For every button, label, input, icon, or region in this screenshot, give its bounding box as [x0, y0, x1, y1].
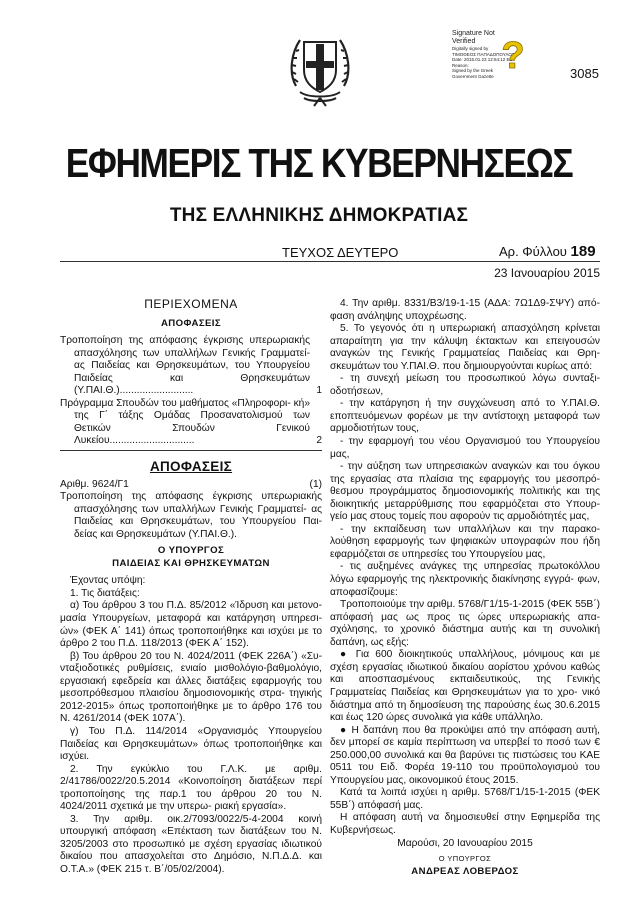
contents-item[interactable] [60, 398, 322, 448]
minister-title: Ο ΥΠΟΥΡΓΟΣ [157, 545, 225, 557]
right-column [330, 298, 600, 878]
contents-item-text: Τροποποίηση της απόφασης έγκρισης υπερωριακής απασχόλησης των υπαλλήλων Γενικής Γραμματεί- ας Παιδείας και Θρησκευμάτων, του Υπουργείου Παιδείας και Θρησκευμάτων (Υ.ΠΑΙ.Θ.).......................... [60, 335, 310, 397]
sheet-number: 189 [570, 243, 596, 260]
paragraph: γ) Του Π.Δ. 114/2014 «Οργανισμός Υπουργείου Παιδείας και Θρησκευμάτων» όπως τροποποιήθηκε και ισχύει. [60, 725, 322, 763]
signature-line: ΤΙΜΟΘΕΟΣ ΠΑΠΑΔΟΠΟΥΛΟΣ [452, 51, 515, 57]
signatory-name: ΑΝΔΡΕΑΣ ΛΟΒΕΡΔΟΣ [411, 865, 519, 877]
sheet-label: Αρ. Φύλλου [499, 244, 567, 259]
issue-date: 23 Ιανουαρίου 2015 [494, 266, 600, 280]
decisions-heading: ΑΠΟΦΑΣΕΙΣ [149, 459, 233, 475]
gazette-masthead: ΕΦΗΜΕΡΙΣ ΤΗΣ ΚΥΒΕΡΝΗΣΕΩΣ [65, 140, 573, 186]
sheet-number-line [499, 243, 596, 260]
signature-verified: Verified [452, 38, 476, 45]
greek-coat-of-arms-emblem [290, 28, 350, 110]
decision-reference [60, 479, 322, 492]
paragraph: α) Του άρθρου 3 του Π.Δ. 85/2012 «Ίδρυση και μετονο- μασία Υπουργείων, μεταφορά και κατάργηση υπηρεσι- ών» (ΦΕΚ Α΄ 141) όπως τροποποιήθηκε και ισχύει με το άρθρο 2 του Π.Δ. 118/2013 (ΦΕΚ Α΄ 152). [60, 600, 322, 650]
paragraph: 2. Την εγκύκλιο του Γ.Λ.Κ. με αριθμ. 2/41786/0022/20.5.2014 «Κοινοποίηση διατάξεων περί τροποποίησης της παρ.1 του άρθρου 20 του Ν. 4024/2011 σχετικά με την υπερω- ριακή εργασία». [60, 763, 322, 813]
svg-text:?: ? [501, 36, 525, 72]
paragraph: - την εφαρμογή του νέου Οργανισμού του Υπουργείου μας, [330, 436, 600, 460]
paragraph: Κατά τα λοιπά ισχύει η αριθμ. 5768/Γ1/15-1-2015 (ΦΕΚ 55Β΄) απόφασή μας. [330, 787, 600, 811]
bullet-paragraph: ● Για 600 διοικητικούς υπαλλήλους, μόνιμους και με σχέση εργασίας ιδιωτικού δικαίου αορίστου χρόνου καθώς και αποσπασμένους εκπαιδευτικούς, της Γενικής Γραμματείας Παιδείας και Θρησκευμάτων για το χρο- νικό διάστημα από τη δημοσίευση της παρούσης έως 30.6.2015 και έως 120 ώρες συνολικά για κάθε υπάλληλο. [330, 649, 600, 724]
signature-line: Signed by the Greek [452, 68, 494, 74]
contents-divider [60, 450, 322, 451]
gazette-subtitle: ΤΗΣ ΕΛΛΗΝΙΚΗΣ ΔΗΜΟΚΡΑΤΙΑΣ [169, 205, 469, 226]
paragraph: Έχοντας υπόψη: [70, 575, 146, 587]
contents-item-page: 2 [316, 435, 322, 447]
contents-item[interactable] [60, 335, 322, 398]
paragraph: 1. Τις διατάξεις: [70, 587, 140, 599]
decision-title: Τροποποίηση της απόφασης έγκρισης υπερωριακής απασχόλησης των υπαλλήλων Γενικής Γραμματεί- ας Παιδείας και Θρησκευμάτων, του Υπουργείου Παι- δείας και Θρησκευμάτων (Υ.ΠΑΙ.Θ.). [60, 491, 322, 540]
question-mark-icon [498, 36, 528, 72]
ministry-name: ΠΑΙΔΕΙΑΣ ΚΑΙ ΘΡΗΣΚΕΥΜΑΤΩΝ [112, 557, 270, 569]
page-number: 3085 [570, 66, 599, 81]
digital-signature-stamp[interactable] [452, 30, 530, 82]
paragraph: 4. Την αριθμ. 8331/Β3/19-1-15 (ΑΔΑ: 7Ω1Δ9-ΣΨΥ) από- φαση ανάληψης υποχρέωσης. [330, 298, 600, 322]
paragraph: Τροποποιούμε την αριθμ. 5768/Γ1/15-1-2015 (ΦΕΚ 55Β΄) απόφασή μας ως προς τις ώρες υπερωριακής απα- σχόλησης, το χρονικό διάστημα αυτής και τη συνολική δαπάνη, ως εξής: [330, 599, 600, 648]
paragraph: - την εκπαίδευση των υπαλλήλων και την παρακο- λούθηση εφαρμογής των ψηφιακών υπογραφών που ήδη εφαρμόζεται σε υπηρεσίες του Υπουργείου μας, [330, 523, 600, 560]
contents-heading: ΠΕΡΙΕΧΟΜΕΝΑ [144, 297, 238, 311]
signatory-title: Ο ΥΠΟΥΡΓΟΣ [438, 854, 492, 864]
header-divider [60, 261, 600, 262]
place-date: Μαρούσι, 20 Ιανουαρίου 2015 [397, 837, 533, 849]
decision-ref: Αριθμ. 9624/Γ1 [60, 478, 129, 490]
signature-status: Signature Not [452, 30, 495, 37]
left-column [60, 298, 322, 877]
contents-item-text: Πρόγραμμα Σπουδών του μαθήματος «Πληροφορι- κή» της Γ΄ τάξης Ομάδας Προσανατολισμού των Θετικών Σπουδών Γενικού Λυκείου.............................. [60, 397, 310, 447]
signature-line: Government Gazette [452, 73, 494, 79]
paragraph: - την αύξηση των υπηρεσιακών αναγκών και του όγκου της εργασίας στα πλαίσια της εφαρμογής του μεσοπρό- θεσμου προγράμματος δημοσιονομικής πολιτικής και της διοικητικής μεταρρύθμισης που εφαρμόζεται στο Υπουρ- γείο μας στους τομείς που αφορούν τις αρμοδιότητές μας, [330, 461, 600, 523]
paragraph: β) Του άρθρου 20 του Ν. 4024/2011 (ΦΕΚ 226Α΄) «Συ- νταξιοδοτικές ρυθμίσεις, ενιαίο μισθολόγιο-βαθμολόγιο, εργασιακή εφεδρεία και άλλες διατάξεις εφαρμογής του μεσοπρόθεσμου πλαισίου δημοσιονομικής στρα- τηγικής 2012-2015» όπως τροποποιήθηκε με το άρθρο 176 του Ν. 4261/2014 (ΦΕΚ 107Α΄). [60, 650, 322, 725]
paragraph: 3. Την αριθμ. οικ.2/7093/0022/5-4-2004 κοινή υπουργική απόφαση «Επέκταση των διατάξεων του Ν. 3205/2003 στο προσωπικό με σχέση εργασίας ιδιωτικού δικαίου που απασχολείται στο Δημόσιο, Ν.Π.Δ.Δ. και Ο.Τ.Α.» (ΦΕΚ 215 τ. Β΄/05/02/2004). [60, 813, 322, 875]
contents-section: ΑΠΟΦΑΣΕΙΣ [160, 317, 222, 329]
paragraph: - την κατάργηση ή την συγχώνευση από το Υ.ΠΑΙ.Θ. εποπτευόμενων φορέων με την αντίστοιχη μεταφορά των αρμοδιοτήτων τους, [330, 398, 600, 435]
decision-ref-number: (1) [309, 478, 322, 490]
signature-line: Reason: [452, 62, 469, 68]
signature-line: Date: 2015.01.23 12:54:12 EET [452, 57, 516, 63]
issue-series: ΤΕΥΧΟΣ ΔΕΥΤΕΡΟ [282, 245, 399, 260]
contents-item-page: 1 [316, 385, 322, 397]
signature-line: Digitally signed by [452, 46, 489, 51]
paragraph: - τη συνεχή μείωση του προσωπικού λόγω συνταξι- οδοτήσεων, [330, 373, 600, 397]
paragraph: 5. Το γεγονός ότι η υπερωριακή απασχόληση κρίνεται απαραίτητη για την κάλυψη έκτακτων και επειγουσών αναγκών της Γενικής Γραμματείας Παιδείας και Θρη- σκευμάτων του Υ.ΠΑΙ.Θ. που δημιουργούνται κυρίως από: [330, 323, 600, 372]
paragraph: - τις αυξημένες ανάγκες της υπηρεσίας πρωτοκόλλου λόγω εφαρμογής της ηλεκτρονικής διακίνησης εγγρά- φων, αποφασίζουμε: [330, 561, 600, 598]
bullet-paragraph: ● Η δαπάνη που θα προκύψει από την απόφαση αυτή, δεν μπορεί σε καμία περίπτωση να υπερβεί το ποσό των € 250.000,00 συνολικά και θα βαρύνει τις πιστώσεις του ΚΑΕ 0511 του Ειδ. Φορέα 19-110 του προϋπολογισμού του Υπουργείου μας, οικονομικού έτους 2015. [330, 724, 600, 786]
paragraph: Η απόφαση αυτή να δημοσιευθεί στην Εφημερίδα της Κυβερνήσεως. [330, 812, 600, 836]
